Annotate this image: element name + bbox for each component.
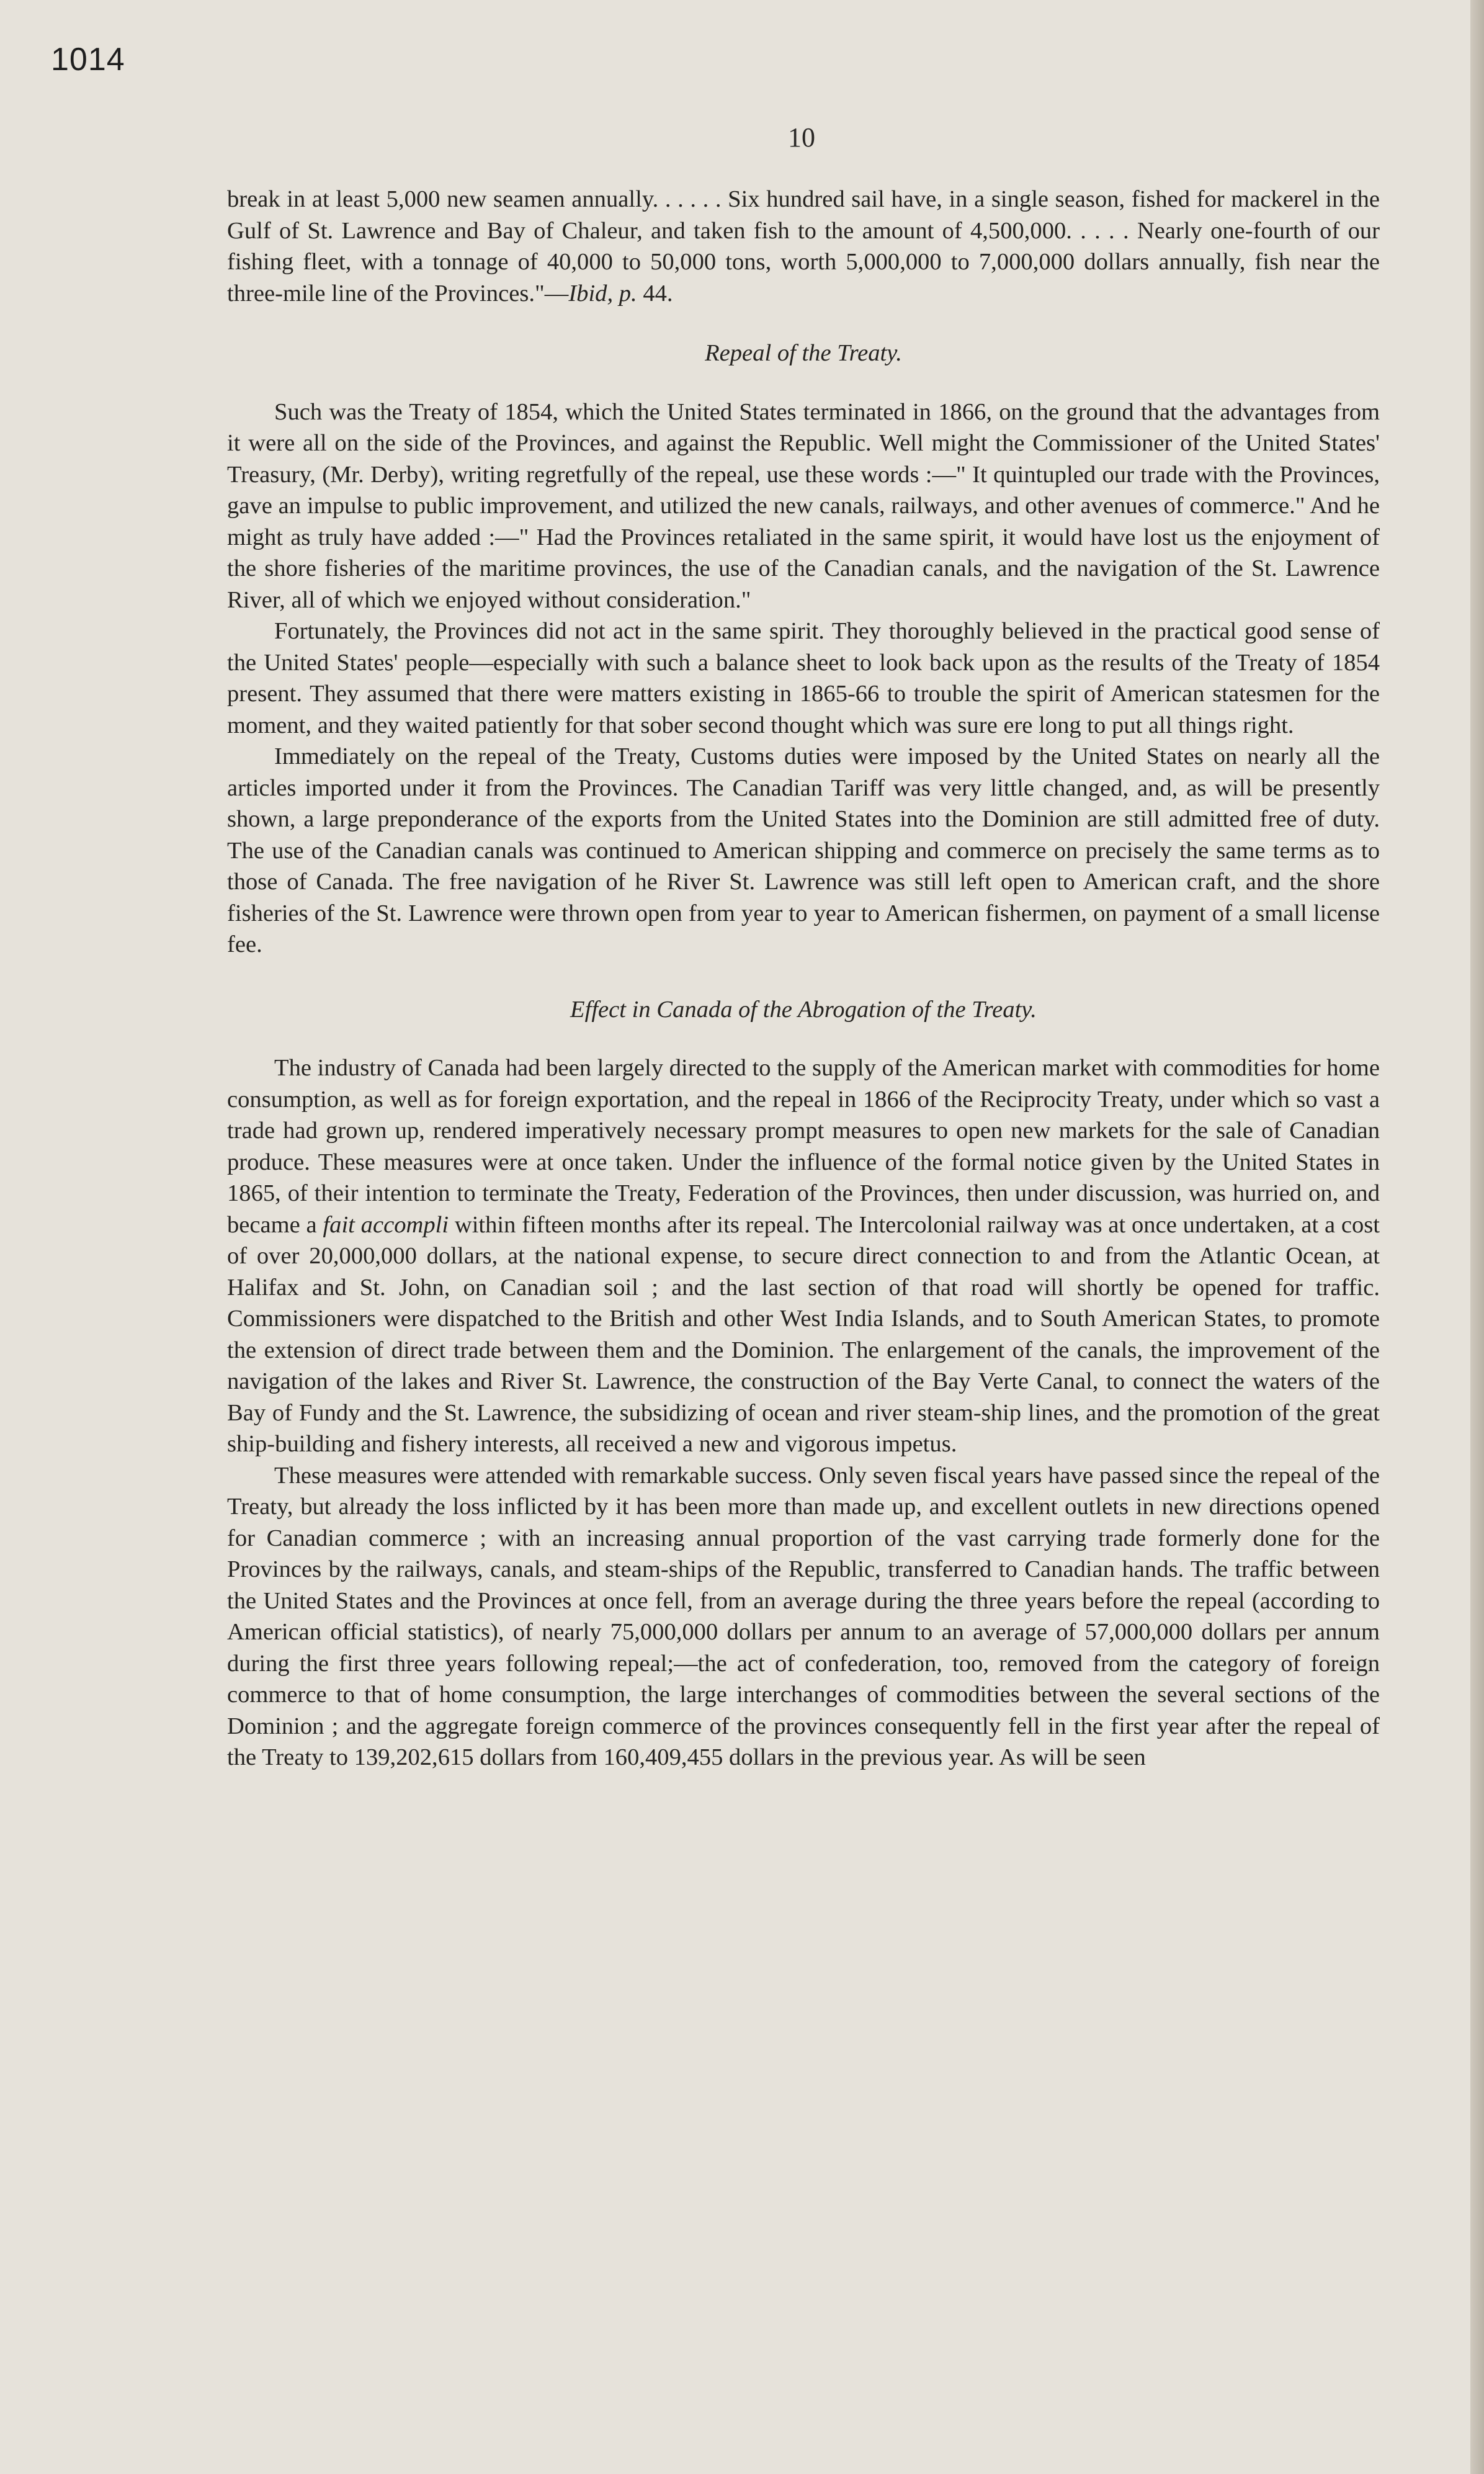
paragraph-5 [227, 1052, 1380, 1460]
paragraph-5-text-b: within fifteen months after its repeal. The Intercolonial railway was at once undertaken, at a cost of over 20,000,000 dollars, at the national expense, to secure direct connection to and from the Atlantic Ocean, at Halifax and St. John, on Canadian soil ; and the last section of that road will shortly be opened for traffic. Commissioners were dispatched to the British and other West India Islands, and to South American States, to promote the extension of direct trade between them and the Dominion. The enlargement of the canals, the improvement of the navigation of the lakes and River St. Lawrence, the construction of the Bay Verte Canal, to connect the waters of the Bay of Fundy and the St. Lawrence, the subsidizing of ocean and river steam-ship lines, and the promotion of the great ship-building and fishery interests, all received a new and vigorous impetus. [227, 1211, 1380, 1457]
paragraph-5-text-a: The industry of Canada had been largely directed to the supply of the American market with commodities for home consumption, as well as for foreign exportation, and the repeal in 1866 of the Reciprocity Treaty, under which so vast a trade had grown up, rendered imperatively necessary prompt measures to open new markets for the sale of Canadian produce. These measures were at once taken. Under the influence of the formal notice given by the United States in 1865, of their intention to terminate the Treaty, Federation of the Provinces, then under discussion, was hurried on, and became a [227, 1055, 1380, 1238]
inner-page-number: 10 [788, 122, 815, 153]
fait-accompli-phrase: fait accompli [323, 1211, 449, 1238]
paragraph-2: Such was the Treaty of 1854, which the United States terminated in 1866, on the ground that the advantages from it were all on the side of the Provinces, and against the Republic. Well might the Commissioner of the United States' Treasury, (Mr. Derby), writing regretfully of the repeal, use these words :—" It quintupled our trade with the Provinces, gave an impulse to public improvement, and utilized the new canals, railways, and other avenues of commerce." And he might as truly have added :—" Had the Provinces retaliated in the same spirit, it would have lost us the enjoyment of the shore fisheries of the maritime provinces, the use of the Canadian canals, and the navigation of the St. Lawrence River, all of which we enjoyed without consideration." [227, 398, 1380, 613]
paragraph-3: Fortunately, the Provinces did not act in the same spirit. They thoroughly believed in the practical good sense of the United States' people—especially with such a balance sheet to look back upon as the results of the Treaty of 1854 present. They assumed that there were matters existing in 1865-66 to trouble the spirit of American statesmen for the moment, and they waited patiently for that sober second thought which was sure ere long to put all things right. [227, 618, 1380, 738]
page-edge-shadow [1470, 0, 1484, 2474]
page-body [227, 184, 1380, 1773]
paragraph-4: Immediately on the repeal of the Treaty, Customs duties were imposed by the United States on nearly all the articles imported under it from the Provinces. The Canadian Tariff was very little changed, and, as will be presently shown, a large preponderance of the exports from the United States into the Dominion are still admitted free of duty. The use of the Canadian canals was continued to American shipping and commerce on precisely the same terms as to those of Canada. The free navigation of he River St. Lawrence was still left open to American craft, and the shore fisheries of the St. Lawrence were thrown open from year to year to American fishermen, on payment of a small license fee. [227, 743, 1380, 957]
paragraph-1 [227, 184, 1380, 309]
section-heading-repeal: Repeal of the Treaty. [705, 340, 902, 366]
paragraph-1-text: break in at least 5,000 new seamen annually. . . . . . Six hundred sail have, in a single season, fished for mackerel in the Gulf of St. Lawrence and Bay of Chaleur, and taken fish to the amount of 4,500,000. . . . . Nearly one-fourth of our fishing fleet, with a tonnage of 40,000 to 50,000 tons, worth 5,000,000 to 7,000,000 dollars annually, fish near the three-mile line of the Provinces."— [227, 186, 1380, 307]
section-heading-effect: Effect in Canada of the Abrogation of the Treaty. [570, 996, 1037, 1023]
paragraph-1-page: 44. [637, 280, 673, 307]
ibid-citation: Ibid, p. [568, 280, 637, 307]
paragraph-6: These measures were attended with remarkable success. Only seven fiscal years have passed since the repeal of the Treaty, but already the loss inflicted by it has been more than made up, and excellent outlets in new directions opened for Canadian commerce ; with an increasing annual proportion of the vast carrying trade formerly done for the Provinces by the railways, canals, and steam-ships of the Republic, transferred to Canadian hands. The traffic between the United States and the Provinces at once fell, from an average during the three years before the repeal (according to American official statistics), of nearly 75,000,000 dollars per annum to an average of 57,000,000 dollars per annum during the first three years following repeal;—the act of confederation, too, removed from the category of foreign commerce to that of home consumption, the large interchanges of commodities between the several sections of the Dominion ; and the aggregate foreign commerce of the provinces consequently fell in the first year after the repeal of the Treaty to 139,202,615 dollars from 160,409,455 dollars in the previous year. As will be seen [227, 1462, 1380, 1770]
outer-page-number: 1014 [51, 42, 125, 78]
